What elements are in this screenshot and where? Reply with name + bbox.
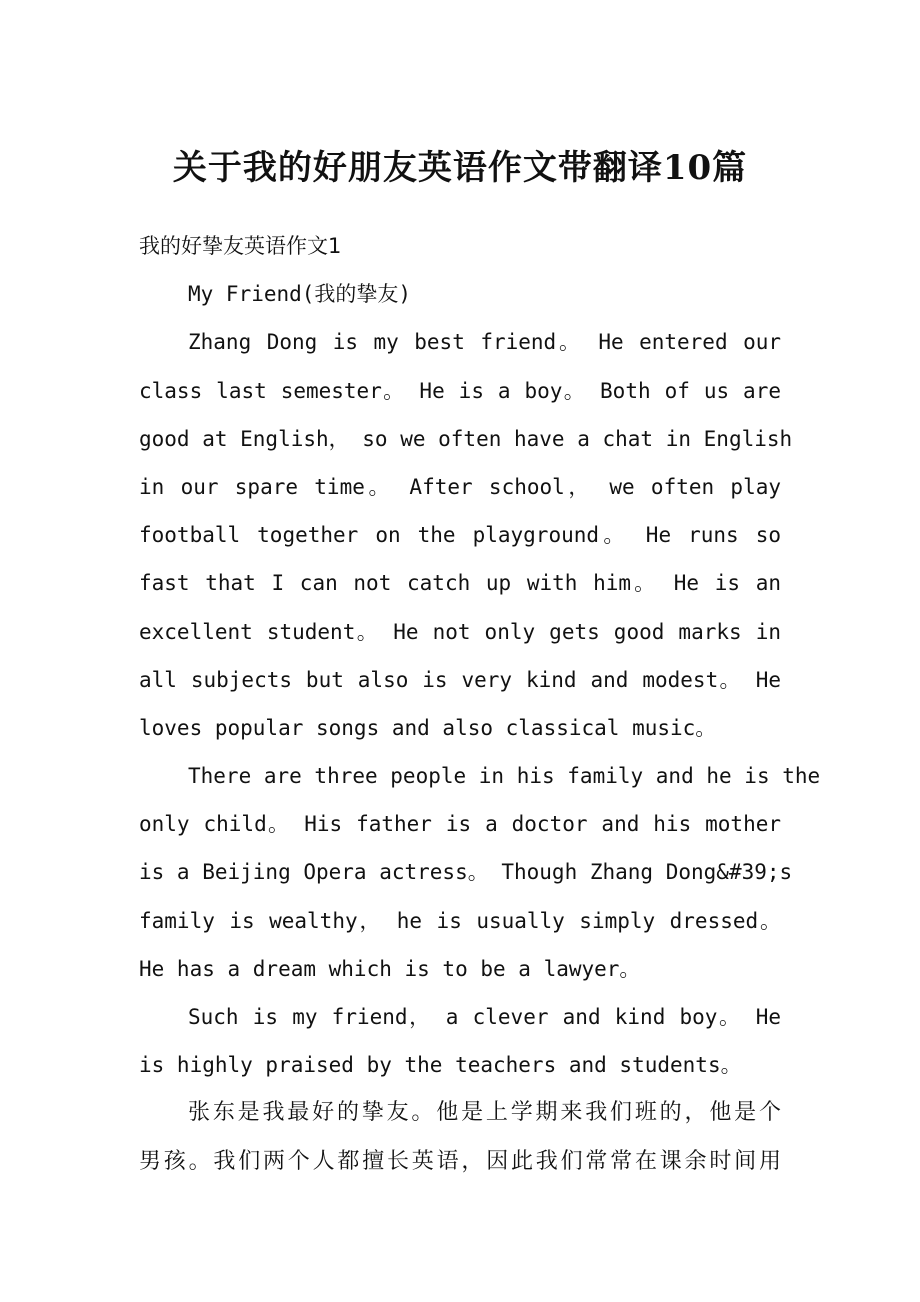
text-line: is a Beijing Opera actress。 Though Zhang Dong&#39;s bbox=[139, 860, 793, 885]
text-line: family is wealthy， he is usually simply dressed。 bbox=[139, 908, 781, 933]
text-line: Such is my friend， a clever and kind boy。 He bbox=[188, 1005, 781, 1029]
paragraph-4 bbox=[139, 1089, 781, 1185]
text-line: class last semester。 He is a boy。 Both of us are bbox=[139, 378, 781, 403]
document-body bbox=[139, 222, 821, 1186]
text-line: is highly praised by the teachers and students。 bbox=[139, 1053, 742, 1078]
text-line: good at English， so we often have a chat in English bbox=[139, 426, 793, 451]
text-line: 男孩。我们两个人都擅长英语，因此我们常常在课余时间用 bbox=[139, 1148, 781, 1174]
section-heading: 我的好挚友英语作文1 bbox=[139, 234, 342, 258]
text-line: fast that I can not catch up with him。 He is an bbox=[139, 571, 781, 596]
essay-title: My Friend(我的挚友) bbox=[188, 282, 412, 307]
text-line: excellent student。 He not only gets good marks in bbox=[139, 619, 781, 644]
text-line: loves popular songs and also classical music。 bbox=[139, 715, 717, 740]
document-title: 关于我的好朋友英语作文带翻译10篇 bbox=[172, 148, 748, 188]
paragraph-2 bbox=[139, 752, 821, 993]
paragraph-1 bbox=[139, 318, 793, 752]
text-line: all subjects but also is very kind and modest。 He bbox=[139, 667, 781, 692]
text-line: He has a dream which is to be a lawyer。 bbox=[139, 956, 641, 981]
text-line: There are three people in his family and he is the bbox=[188, 764, 821, 789]
text-line: 张东是我最好的挚友。他是上学期来我们班的，他是个 bbox=[188, 1100, 781, 1126]
text-line: football together on the playground。 He runs so bbox=[139, 523, 781, 548]
text-line: only child。 His father is a doctor and his mother bbox=[139, 812, 781, 837]
paragraph-3 bbox=[139, 993, 781, 1089]
text-line: Zhang Dong is my best friend。 He entered our bbox=[188, 330, 781, 355]
text-line: in our spare time。 After school， we often play bbox=[139, 474, 781, 499]
